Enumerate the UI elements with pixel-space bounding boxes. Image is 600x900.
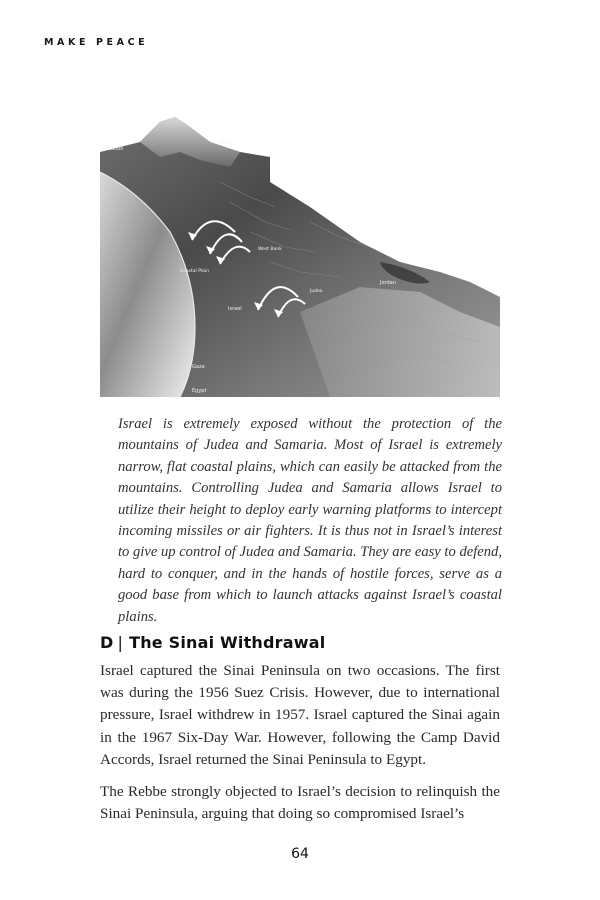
label-judea: Judea	[310, 289, 323, 294]
label-gaza: Gaza	[192, 364, 205, 370]
section-heading	[100, 633, 500, 652]
label-lebanon: Lebanon	[102, 146, 124, 152]
body-text	[100, 660, 500, 835]
label-haifa: Haifa	[218, 140, 232, 146]
label-coastal-plain: Coastal Plain	[180, 269, 210, 274]
paragraph-2: The Rebbe strongly objected to Israel’s decision to relinquish the Sinai Peninsula, arguing that doing so compromised Israel’s	[100, 783, 500, 823]
label-jordan: Jordan	[380, 280, 396, 286]
section-letter: D	[100, 633, 114, 652]
label-israel: Israel	[228, 306, 242, 312]
page-number: 64	[291, 846, 309, 862]
label-west-bank: West Bank	[258, 247, 282, 252]
terrain-map-figure	[100, 112, 500, 397]
caption-text: Israel is extremely exposed without the protection of the mountains of Judea and Samaria. Most of Israel is extremely narrow, flat coastal plains, which can easily be attacked from the mountains. Controlling Judea and Samaria allows Israel to utilize their height to deploy early warning platforms to intercept incoming missiles or air fighters. It is thus not in Israel’s interest to give up control of Judea and Samaria. They are easy to defend, hard to conquer, and in the hands of hostile forces, serve as a good base from which to launch attacks against Israel’s coastal plains.	[118, 416, 502, 625]
terrain-map	[100, 112, 500, 397]
figure-caption	[118, 414, 502, 628]
section-title: The Sinai Withdrawal	[129, 633, 326, 652]
running-head: MAKE PEACE	[44, 37, 149, 48]
paragraph-1: Israel captured the Sinai Peninsula on two occasions. The first was during the 1956 Suez Crisis. However, due to international pressure, Israel withdrew in 1957. Israel captured the Sinai again in the 1967 Six-Day War. However, following the Camp David Accords, Israel returned the Sinai Peninsula to Egypt.	[100, 662, 500, 768]
label-egypt: Egypt	[192, 388, 207, 394]
section-separator: |	[117, 633, 124, 652]
